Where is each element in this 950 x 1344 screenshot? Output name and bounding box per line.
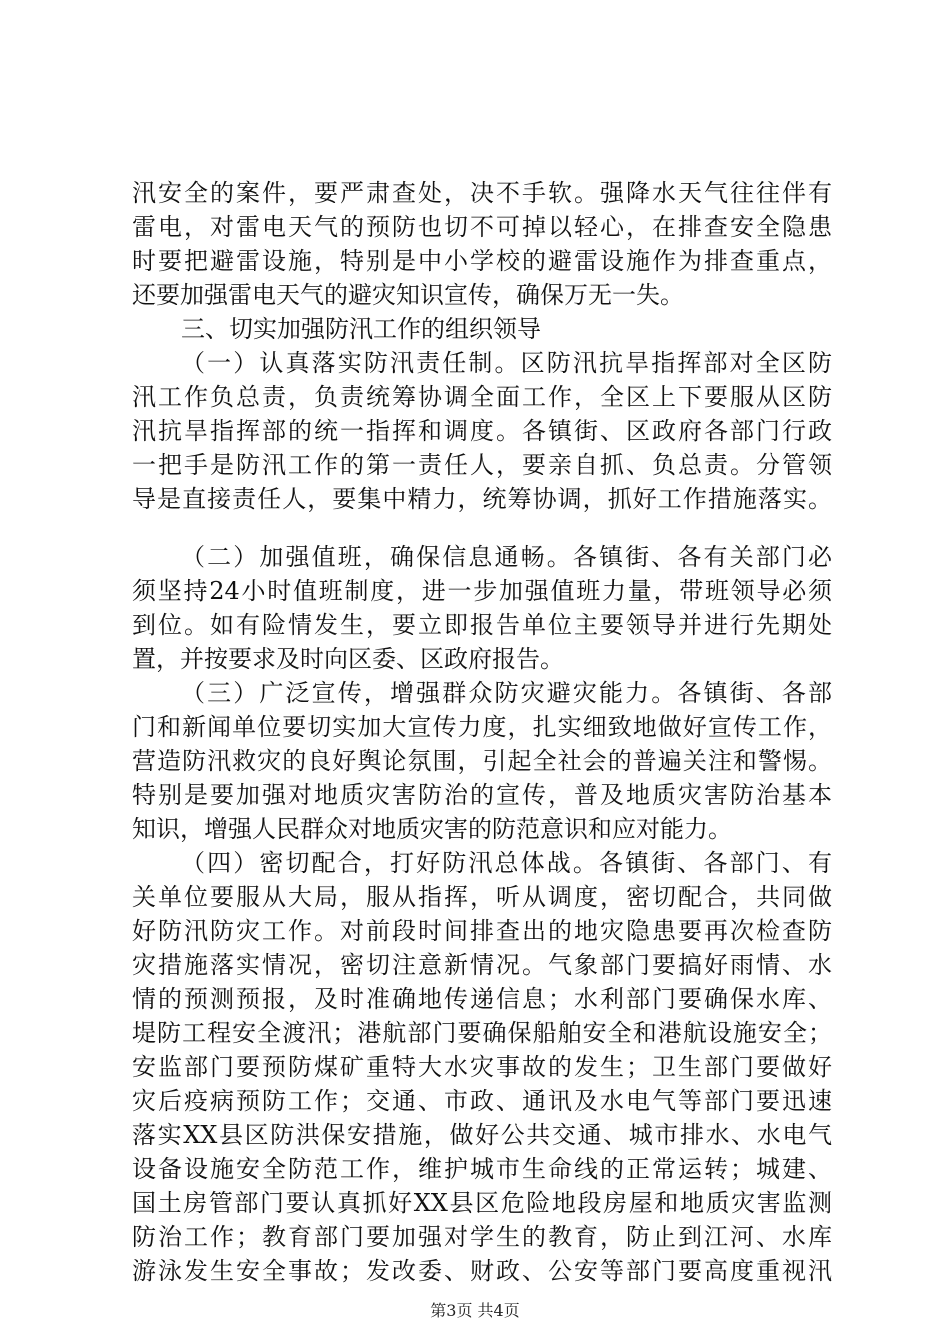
body-text-line: 安监部门要预防煤矿重特大水灾事故的发生；卫生部门要做好 <box>132 1053 832 1081</box>
body-text-line: 情的预测预报，及时准确地传递信息；水利部门要确保水库、 <box>132 985 832 1013</box>
body-text-line: 还要加强雷电天气的避灾知识宣传，确保万无一失。 <box>132 281 684 309</box>
paragraph-first-line: （三）广泛宣传，增强群众防灾避灾能力。各镇街、各部 <box>181 679 832 707</box>
paragraph-first-line: （一）认真落实防汛责任制。区防汛抗旱指挥部对全区防 <box>181 349 832 377</box>
paragraph-first-line: （四）密切配合，打好防汛总体战。各镇街、各部门、有 <box>181 849 832 877</box>
body-text-line: 设备设施安全防范工作，维护城市生命线的正常运转；城建、 <box>132 1155 832 1183</box>
body-text-line: 到位。如有险情发生，要立即报告单位主要领导并进行先期处 <box>132 611 832 639</box>
body-text-line: 灾后疫病预防工作；交通、市政、通讯及水电气等部门要迅速 <box>132 1087 832 1115</box>
body-text-line: 知识，增强人民群众对地质灾害的防范意识和应对能力。 <box>132 815 732 843</box>
paragraph-first-line: （二）加强值班，确保信息通畅。各镇街、各有关部门必 <box>181 543 832 571</box>
body-text-line: 防治工作；教育部门要加强对学生的教育，防止到江河、水库 <box>132 1223 832 1251</box>
body-text-line: 落实XX县区防洪保安措施，做好公共交通、城市排水、水电气 <box>132 1121 832 1149</box>
body-text-line: 汛抗旱指挥部的统一指挥和调度。各镇街、区政府各部门行政 <box>132 417 832 445</box>
body-text-line: 门和新闻单位要切实加大宣传力度，扎实细致地做好宣传工作， <box>132 713 832 741</box>
body-text-line: 营造防汛救灾的良好舆论氛围，引起全社会的普遍关注和警惕。 <box>132 747 832 775</box>
body-text-line: 灾措施落实情况，密切注意新情况。气象部门要搞好雨情、水 <box>132 951 832 979</box>
body-text-line: 关单位要服从大局，服从指挥，听从调度，密切配合，共同做 <box>132 883 832 911</box>
body-text-line: 置，并按要求及时向区委、区政府报告。 <box>132 645 564 673</box>
section-heading: 三、切实加强防汛工作的组织领导 <box>181 315 541 343</box>
body-text-line: 汛工作负总责，负责统筹协调全面工作，全区上下要服从区防 <box>132 383 832 411</box>
body-text-line: 须坚持24小时值班制度，进一步加强值班力量，带班领导必须 <box>132 577 832 605</box>
body-text-line: 一把手是防汛工作的第一责任人，要亲自抓、负总责。分管领 <box>132 451 832 479</box>
body-text-line: 好防汛防灾工作。对前段时间排查出的地灾隐患要再次检查防 <box>132 917 832 945</box>
page-number-footer: 第3页 共4页 <box>430 1301 520 1320</box>
body-text-line: 雷电，对雷电天气的预防也切不可掉以轻心，在排查安全隐患 <box>132 213 832 241</box>
body-text-line: 国土房管部门要认真抓好XX县区危险地段房屋和地质灾害监测 <box>132 1189 832 1217</box>
body-text-line: 时要把避雷设施，特别是中小学校的避雷设施作为排查重点， <box>132 247 832 275</box>
body-text-line: 汛安全的案件，要严肃查处，决不手软。强降水天气往往伴有 <box>132 179 832 207</box>
body-text-line: 游泳发生安全事故；发改委、财政、公安等部门要高度重视汛 <box>132 1257 832 1285</box>
body-text-line: 特别是要加强对地质灾害防治的宣传，普及地质灾害防治基本 <box>132 781 832 809</box>
body-text-line: 堤防工程安全渡汛；港航部门要确保船舶安全和港航设施安全； <box>132 1019 832 1047</box>
body-text-line: 导是直接责任人，要集中精力，统筹协调，抓好工作措施落实。 <box>132 485 832 513</box>
